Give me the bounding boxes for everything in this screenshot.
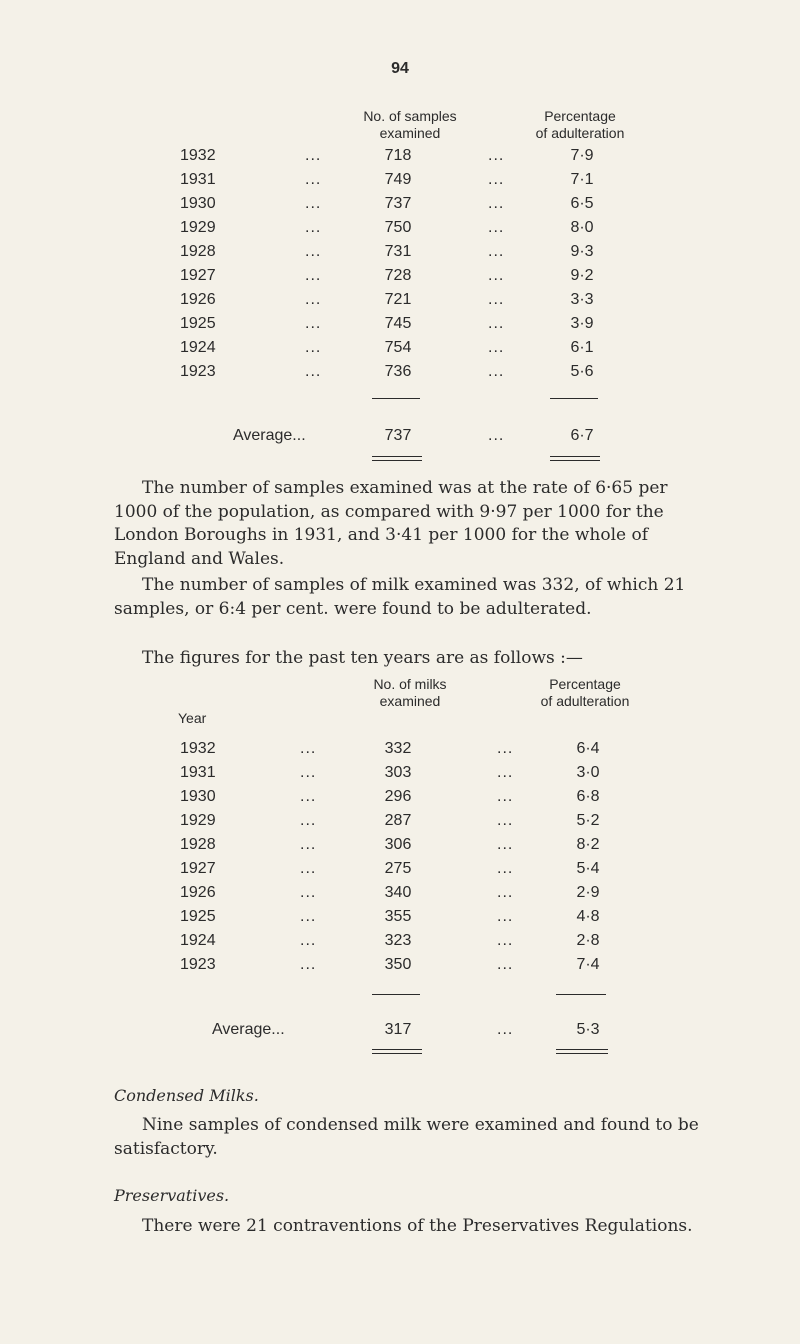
row-pct: 2·9 [576,884,600,901]
row-pct: 8·0 [570,219,594,236]
leader-dots: ... [300,956,317,973]
leader-dots: ... [488,363,505,380]
row-count: 718 [384,147,412,164]
samples-pct-header [510,108,650,142]
row-count: 303 [384,764,412,781]
leader-dots: ... [305,267,322,284]
average-pct: 5·3 [576,1021,600,1038]
samples-count-header-line2: examined [379,124,441,141]
samples-pct-header-line2: of adulteration [535,124,625,141]
total-double-rule [372,456,422,461]
leader-dots: ... [488,171,505,188]
row-count: 350 [384,956,412,973]
row-count: 745 [384,315,412,332]
table-row [0,809,800,833]
table-row [0,857,800,881]
preservatives-text: There were 21 contraventions of the Preservatives Regulations. [142,1216,693,1236]
leader-dots: ... [497,1021,514,1038]
leader-dots: ... [497,932,514,949]
leader-dots: ... [497,788,514,805]
table-row [0,929,800,953]
leader-dots: ... [488,243,505,260]
leader-dots: ... [488,315,505,332]
average-count: 317 [384,1021,412,1038]
leader-dots: ... [300,812,317,829]
row-year: 1929 [180,812,216,829]
leader-dots: ... [488,219,505,236]
row-year: 1925 [180,315,216,332]
row-count: 332 [384,740,412,757]
row-year: 1931 [180,171,216,188]
row-year: 1932 [180,740,216,757]
leader-dots: ... [305,219,322,236]
leader-dots: ... [305,339,322,356]
table-row [0,144,800,168]
row-count: 721 [384,291,412,308]
average-label: Average... [212,1021,285,1038]
sum-rule [550,398,598,399]
row-pct: 6·5 [570,195,594,212]
condensed-milks-heading: Condensed Milks. [114,1086,259,1105]
row-year: 1928 [180,243,216,260]
table-row [0,240,800,264]
row-count: 750 [384,219,412,236]
leader-dots: ... [300,740,317,757]
leader-dots: ... [497,740,514,757]
table-row [0,785,800,809]
milk-count-header-line1: No. of milks [373,676,447,692]
table-row [0,192,800,216]
leader-dots: ... [305,315,322,332]
table-row [0,360,800,384]
leader-dots: ... [305,291,322,308]
row-year: 1924 [180,932,216,949]
row-pct: 6·1 [570,339,594,356]
row-pct: 3·9 [570,315,594,332]
leader-dots: ... [497,860,514,877]
leader-dots: ... [300,932,317,949]
table-row [0,737,800,761]
leader-dots: ... [488,195,505,212]
table-row [0,168,800,192]
row-pct: 6·4 [576,740,600,757]
leader-dots: ... [300,884,317,901]
row-year: 1925 [180,908,216,925]
row-year: 1927 [180,267,216,284]
leader-dots: ... [488,291,505,308]
row-pct: 4·8 [576,908,600,925]
table-row [0,264,800,288]
samples-count-header-line1: No. of samples [363,108,457,124]
paragraph-figures: The figures for the past ten years are as follows :— [142,648,583,668]
row-count: 736 [384,363,412,380]
row-count: 355 [384,908,412,925]
leader-dots: ... [300,908,317,925]
table-row [0,216,800,240]
leader-dots: ... [497,956,514,973]
row-year: 1926 [180,291,216,308]
row-count: 737 [384,195,412,212]
milk-count-header-line2: examined [379,692,441,709]
milk-year-header: Year [178,710,207,726]
row-year: 1932 [180,147,216,164]
average-row [0,424,800,448]
row-count: 275 [384,860,412,877]
page-number: 94 [391,60,409,77]
preservatives-heading: Preservatives. [114,1186,230,1205]
average-label: Average... [233,427,306,444]
leader-dots: ... [305,363,322,380]
paragraph-rate: The number of samples examined was at the rate of 6·65 per 1000 of the population, as compared with 9·97 per 1000 for the London Boroughs in 1931, and 3·41 per 1000 for the whole of England and Wales. [114,478,668,569]
row-count: 749 [384,171,412,188]
leader-dots: ... [488,339,505,356]
row-year: 1930 [180,788,216,805]
leader-dots: ... [305,243,322,260]
row-pct: 5·4 [576,860,600,877]
row-pct: 2·8 [576,932,600,949]
leader-dots: ... [305,195,322,212]
row-pct: 5·6 [570,363,594,380]
row-year: 1929 [180,219,216,236]
row-count: 306 [384,836,412,853]
row-pct: 7·9 [570,147,594,164]
samples-pct-header-line1: Percentage [544,108,616,124]
row-pct: 8·2 [576,836,600,853]
milk-pct-header [510,676,660,710]
row-pct: 7·4 [576,956,600,973]
table-row [0,905,800,929]
leader-dots: ... [488,427,505,444]
leader-dots: ... [305,171,322,188]
leader-dots: ... [497,884,514,901]
milk-count-header [340,676,480,710]
leader-dots: ... [300,860,317,877]
sum-rule [556,994,606,995]
row-pct: 6·8 [576,788,600,805]
leader-dots: ... [305,147,322,164]
row-count: 754 [384,339,412,356]
row-year: 1928 [180,836,216,853]
row-pct: 5·2 [576,812,600,829]
leader-dots: ... [300,788,317,805]
row-pct: 9·3 [570,243,594,260]
leader-dots: ... [300,836,317,853]
table-row [0,761,800,785]
sum-rule [372,398,420,399]
total-double-rule [556,1049,608,1054]
paragraph-milk: The number of samples of milk examined was 332, of which 21 samples, or 6:4 per cent. were found to be adulterated. [114,575,686,619]
table-row [0,833,800,857]
leader-dots: ... [497,836,514,853]
row-pct: 3·3 [570,291,594,308]
table-row [0,953,800,977]
leader-dots: ... [497,908,514,925]
row-year: 1927 [180,860,216,877]
row-count: 731 [384,243,412,260]
milk-pct-header-line2: of adulteration [540,692,630,709]
table-row [0,336,800,360]
condensed-milks-text: Nine samples of condensed milk were examined and found to be satisfactory. [114,1115,699,1159]
samples-count-header [340,108,480,142]
total-double-rule [550,456,600,461]
row-year: 1924 [180,339,216,356]
leader-dots: ... [497,764,514,781]
row-count: 287 [384,812,412,829]
table-row [0,881,800,905]
row-count: 340 [384,884,412,901]
average-pct: 6·7 [570,427,594,444]
leader-dots: ... [300,764,317,781]
total-double-rule [372,1049,422,1054]
row-pct: 7·1 [570,171,594,188]
row-pct: 3·0 [576,764,600,781]
table-row [0,288,800,312]
row-year: 1931 [180,764,216,781]
milk-pct-header-line1: Percentage [549,676,621,692]
row-count: 728 [384,267,412,284]
leader-dots: ... [488,267,505,284]
average-row [0,1018,800,1042]
row-year: 1926 [180,884,216,901]
row-count: 323 [384,932,412,949]
row-year: 1923 [180,956,216,973]
row-count: 296 [384,788,412,805]
average-count: 737 [384,427,412,444]
row-year: 1923 [180,363,216,380]
leader-dots: ... [497,812,514,829]
row-pct: 9·2 [570,267,594,284]
leader-dots: ... [488,147,505,164]
table-row [0,312,800,336]
sum-rule [372,994,420,995]
row-year: 1930 [180,195,216,212]
